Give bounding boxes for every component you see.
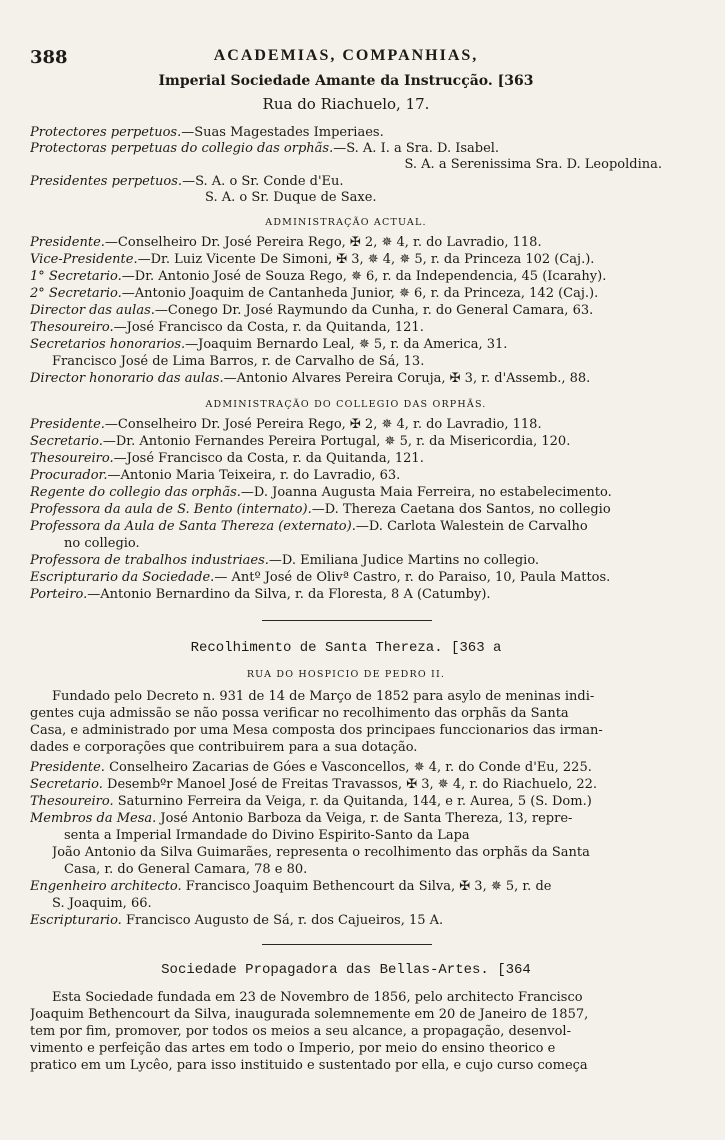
entry-label: Presidente.— (30, 417, 118, 432)
entry-escripturario (30, 570, 662, 586)
entry-text: S. A. o Sr. Conde d'Eu. (195, 174, 344, 189)
entry-label: Engenheiro architecto. (30, 879, 182, 894)
entry-director-aulas (30, 303, 662, 319)
entry-text: D. Joanna Augusta Maia Ferreira, no estabelecimento. (253, 485, 612, 500)
paragraph-line: vimento e perfeição das artes em todo o Imperio, por meio do ensino theorico e (30, 1041, 556, 1056)
paragraph-line: Casa, e administrado por uma Mesa composta dos principaes funccionarios das irman- (30, 723, 603, 738)
entry-engenheiro-cont: S. Joaquim, 66. (52, 896, 152, 911)
entry-text: Conselheiro Dr. José Pereira Rego, ✠ 2, ✵ 4, r. do Lavradio, 118. (117, 235, 542, 250)
entry-text: — Antº José de Olivª Castro, r. do Paraiso, 10, Paula Mattos. (214, 570, 611, 585)
entry-label: Procurador.— (30, 468, 121, 483)
entry-text: Saturnino Ferreira da Veiga, r. da Quitanda, 144, e r. Aurea, 5 (S. Dom.) (117, 794, 592, 809)
entry-vice-presidente (30, 252, 662, 268)
entry-label: Thesoureiro.— (30, 451, 127, 466)
entry-director-honorario (30, 371, 662, 387)
entry-text: D. Thereza Caetana dos Santos, no collegio (324, 502, 611, 517)
entry-secretario-collegio (30, 434, 662, 450)
paragraph-line: gentes cuja admissão se não possa verificar no recolhimento das orphãs da Santa (30, 706, 569, 721)
entry-membro-2-cont: Casa, r. do General Camara, 78 e 80. (64, 862, 308, 877)
entry-1-secretario (30, 269, 662, 285)
entry-text: José Francisco da Costa, r. da Quitanda, 121. (126, 451, 424, 466)
entry-procurador (30, 468, 662, 484)
entry-presidente-collegio (30, 417, 662, 433)
entry-thesoureiro-recolhimento (30, 794, 662, 810)
entry-label: Thesoureiro. (30, 794, 114, 809)
entry-thesoureiro (30, 320, 662, 336)
entry-label: Protectores perpetuos.— (30, 125, 195, 140)
paragraph-line: pratico em um Lycêo, para isso instituido e sustentado por ella, e cujo curso começa (30, 1058, 588, 1073)
paragraph-line: Fundado pelo Decreto n. 931 de 14 de Março de 1852 para asylo de meninas indi- (52, 689, 595, 704)
paragraph-line: Joaquim Bethencourt da Silva, inaugurada solemnemente em 20 de Janeiro de 1857, (30, 1007, 589, 1022)
entry-protectoras (30, 141, 662, 157)
entry-text: Antonio Maria Teixeira, r. do Lavradio, 63. (120, 468, 401, 483)
entry-text: Dr. Antonio José de Souza Rego, ✵ 6, r. da Independencia, 45 (Icarahy). (134, 269, 607, 284)
section-address: Rua do Riachuelo, 17. (262, 96, 430, 112)
entry-engenheiro (30, 879, 662, 895)
entry-text: José Antonio Barboza da Veiga, r. de Santa Thereza, 13, repre- (160, 811, 573, 826)
entry-text: Francisco Joaquim Bethencourt da Silva, ✠ 3, ✵ 5, r. de (185, 879, 552, 894)
entry-text: Desembºr Manoel José de Freitas Travassos, ✠ 3, ✵ 4, r. do Riachuelo, 22. (107, 777, 598, 792)
entry-text: Antonio Bernardino da Silva, r. da Floresta, 8 A (Catumby). (100, 587, 491, 602)
entry-label: Professora de trabalhos industriaes. (30, 553, 269, 568)
entry-label: Porteiro.— (30, 587, 101, 602)
entry-thesoureiro-collegio (30, 451, 662, 467)
entry-text: Antonio Alvares Pereira Coruja, ✠ 3, r. d'Assemb., 88. (236, 371, 591, 386)
section-divider (262, 620, 432, 621)
entry-professora-santa-thereza (30, 519, 662, 535)
entry-text: —D. Carlota Walestein de Carvalho (355, 519, 588, 534)
entry-text: Suas Magestades Imperiaes. (194, 125, 384, 140)
entry-label: Presidente.— (30, 235, 118, 250)
entry-text: Antonio Joaquim de Cantanheda Junior, ✵ 6, r. da Princeza, 142 (Caj.). (134, 286, 599, 301)
entry-text: Conego Dr. José Raymundo da Cunha, r. do General Camara, 63. (167, 303, 594, 318)
entry-text: S. A. I. a Sra. D. Isabel. (346, 141, 500, 156)
entry-regente (30, 485, 662, 501)
entry-professora-santa-thereza-cont: no collegio. (64, 536, 140, 551)
entry-professora-trabalhos (30, 553, 662, 569)
entry-label: Regente do collegio das orphãs.— (30, 485, 254, 500)
entry-membros-mesa-cont: senta a Imperial Irmandade do Divino Espirito-Santo da Lapa (64, 828, 470, 843)
entry-label: Secretario.— (30, 434, 116, 449)
section-title-sociedade-propagadora: Sociedade Propagadora das Bellas-Artes. [364 (161, 962, 531, 978)
entry-label: 1° Secretario.— (30, 269, 135, 284)
entry-presidentes-perpetuos (30, 174, 662, 190)
entry-text: —D. Emiliana Judice Martins no collegio. (268, 553, 540, 568)
subheading-collegio: ADMINISTRAÇÃO DO COLLEGIO DAS ORPHÃS. (205, 399, 487, 410)
entry-text: Conselheiro Zacarias de Góes e Vasconcellos, ✵ 4, r. do Conde d'Eu, 225. (109, 760, 592, 775)
entry-escripturario-recolhimento (30, 913, 662, 929)
entry-label: Professora da Aula de Santa Thereza (externato). (30, 519, 356, 534)
entry-text: Dr. Antonio Fernandes Pereira Portugal, ✵ 5, r. da Misericordia, 120. (115, 434, 571, 449)
entry-label: Vice-Presidente.— (30, 252, 151, 267)
entry-secretarios-honorarios (30, 337, 662, 353)
entry-presidentes-cont: S. A. o Sr. Duque de Saxe. (205, 190, 377, 205)
entry-label: Protectoras perpetuas do collegio das orphãs.— (30, 141, 347, 156)
paragraph-line: tem por fim, promover, por todos os meios a seu alcance, a propagação, desenvol- (30, 1024, 571, 1039)
entry-label: Presidentes perpetuos.— (30, 174, 196, 189)
entry-text: Dr. Luiz Vicente De Simoni, ✠ 3, ✵ 4, ✵ 5, r. da Princeza 102 (Caj.). (150, 252, 595, 267)
entry-2-secretario (30, 286, 662, 302)
entry-label: Director honorario das aulas.— (30, 371, 237, 386)
entry-secretarios-cont: Francisco José de Lima Barros, r. de Carvalho de Sá, 13. (52, 354, 425, 369)
entry-membro-2: João Antonio da Silva Guimarães, representa o recolhimento das orphãs da Santa (52, 845, 590, 860)
running-head: ACADEMIAS, COMPANHIAS, (213, 48, 479, 64)
entry-secretario-recolhimento (30, 777, 662, 793)
paragraph-line: dades e corporações que contribuirem para a sua dotação. (30, 740, 418, 755)
entry-protectoras-cont: S. A. a Serenissima Sra. D. Leopoldina. (404, 157, 662, 172)
section-title-imperial-sociedade: Imperial Sociedade Amante da Instrucção. [363 (158, 73, 534, 89)
entry-text: Conselheiro Dr. José Pereira Rego, ✠ 2, ✵ 4, r. do Lavradio, 118. (117, 417, 542, 432)
entry-label: Escripturario da Sociedade. (30, 570, 215, 585)
entry-label: 2° Secretario.— (30, 286, 135, 301)
entry-label: Professora da aula de S. Bento (internato).— (30, 502, 325, 517)
entry-protectores (30, 125, 662, 141)
entry-text: Francisco Augusto de Sá, r. dos Cajueiros, 15 A. (125, 913, 444, 928)
entry-porteiro (30, 587, 662, 603)
entry-label: Escripturario. (30, 913, 122, 928)
entry-label: Director das aulas.— (30, 303, 168, 318)
section-title-recolhimento: Recolhimento de Santa Thereza. [363 a (190, 640, 502, 656)
entry-text: Joaquim Bernardo Leal, ✵ 5, r. da America, 31. (198, 337, 508, 352)
subheading-administracao: ADMINISTRAÇÃO ACTUAL. (265, 217, 427, 228)
section-address: RUA DO HOSPICIO DE PEDRO II. (246, 669, 446, 680)
entry-label: Presidente. (30, 760, 105, 775)
page-number: 388 (30, 47, 68, 68)
entry-membros-mesa (30, 811, 662, 827)
entry-professora-s-bento (30, 502, 662, 518)
section-divider (262, 944, 432, 945)
entry-text: José Francisco da Costa, r. da Quitanda, 121. (126, 320, 424, 335)
entry-presidente (30, 235, 662, 251)
paragraph-line: Esta Sociedade fundada em 23 de Novembro de 1856, pelo architecto Francisco (52, 990, 583, 1005)
entry-label: Thesoureiro.— (30, 320, 127, 335)
entry-label: Membros da Mesa. (30, 811, 157, 826)
entry-label: Secretarios honorarios.— (30, 337, 199, 352)
entry-label: Secretario. (30, 777, 103, 792)
entry-presidente-recolhimento (30, 760, 662, 776)
